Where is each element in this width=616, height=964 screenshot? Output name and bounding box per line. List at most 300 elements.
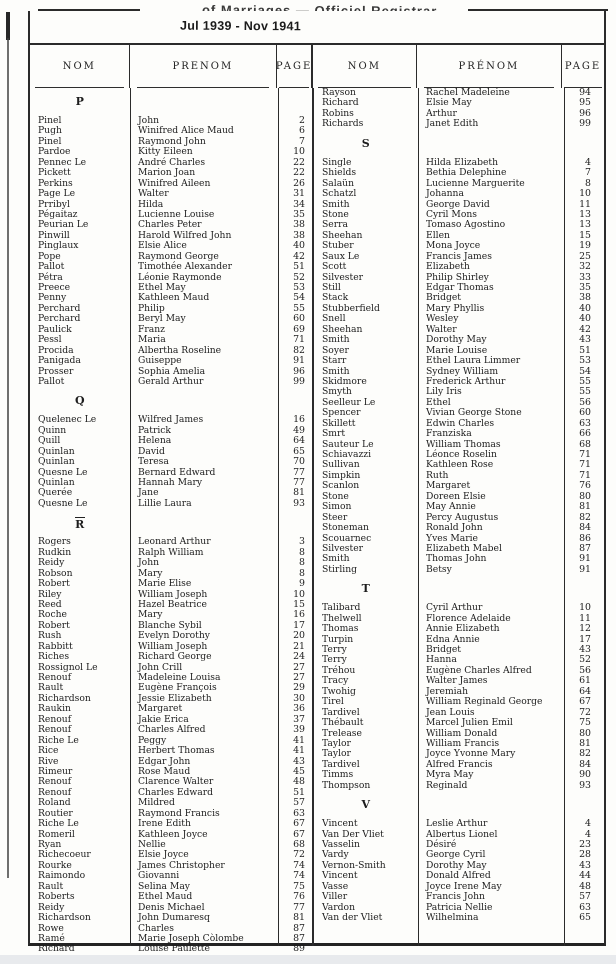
- page-cell: 96: [579, 107, 591, 119]
- surname-cell: Smrt: [322, 428, 346, 440]
- register-row: [30, 600, 312, 610]
- firstname-cell: Patricia Nellie: [426, 901, 493, 913]
- firstname-cell: Eugène Charles Alfred: [426, 664, 532, 676]
- surname-cell: Rayson: [322, 87, 356, 98]
- surname-cell: Roland: [38, 797, 71, 809]
- firstname-cell: Myra May: [426, 769, 474, 781]
- firstname-cell: Kathleen Maud: [138, 292, 210, 304]
- surname-cell: Riches: [38, 651, 70, 663]
- surname-cell: Steer: [322, 511, 348, 523]
- section-letter-cell: [30, 509, 130, 537]
- page-cell: 48: [293, 776, 305, 788]
- empty-cell: [564, 130, 606, 158]
- firstname-cell: Dorothy May: [426, 859, 487, 871]
- surname-cell: Reidy: [38, 557, 65, 569]
- surname-cell: Rowe: [38, 922, 64, 934]
- surname-cell: Terry: [322, 654, 347, 666]
- firstname-cell: Albertha Roseline: [138, 344, 222, 356]
- surname-cell: Stubberfield: [322, 302, 380, 314]
- surname-cell: Panigada: [38, 355, 81, 367]
- firstname-cell: William Joseph: [138, 588, 208, 600]
- firstname-cell: Bridget: [426, 644, 461, 655]
- page-cell: 10: [293, 588, 305, 600]
- firstname-cell: Joyce Irene May: [426, 880, 502, 892]
- page-cell: 63: [579, 901, 591, 913]
- page-cell: 93: [293, 497, 305, 509]
- surname-cell: Riche Le: [38, 734, 79, 746]
- empty-cell: [564, 575, 606, 603]
- firstname-cell: Charles Alfred: [138, 724, 206, 736]
- page-cell: 94: [579, 87, 591, 98]
- firstname-cell: Tomaso Agostino: [426, 219, 506, 231]
- firstname-cell: Franz: [138, 323, 166, 335]
- register-row: [30, 746, 312, 756]
- page-cell: 70: [293, 456, 305, 468]
- page-cell: 42: [579, 323, 591, 335]
- surname-cell: Skidmore: [322, 375, 367, 387]
- firstname-cell: Jane: [138, 487, 159, 499]
- firstname-cell: Annie Elizabeth: [426, 623, 500, 635]
- firstname-cell: Wesley: [426, 313, 459, 325]
- empty-cell: [278, 88, 312, 116]
- page-cell: 2: [299, 115, 305, 126]
- firstname-cell: Patrick: [138, 424, 171, 436]
- surname-cell: Thompson: [322, 779, 371, 791]
- firstname-cell: Mary Phyllis: [426, 302, 485, 314]
- surname-cell: Stoneman: [322, 522, 369, 534]
- firstname-cell: Betsy: [426, 563, 452, 575]
- firstname-cell: Francis John: [426, 891, 485, 903]
- firstname-cell: Frederick Arthur: [426, 375, 506, 387]
- surname-cell: Richardson: [38, 692, 91, 704]
- surname-cell: Vincent: [322, 818, 358, 830]
- surname-cell: Renouf: [38, 713, 72, 725]
- surname-cell: Quesne Le: [38, 497, 88, 509]
- page-cell: 71: [293, 334, 305, 346]
- register-row: [30, 189, 312, 199]
- page-cell: 77: [293, 477, 305, 488]
- page-cell: 39: [293, 724, 305, 736]
- surname-cell: Renouf: [38, 672, 72, 683]
- page-cell: 10: [579, 602, 591, 614]
- firstname-cell: John Crill: [138, 661, 183, 673]
- page-cell: 8: [299, 546, 305, 558]
- firstname-cell: Marion Joan: [138, 167, 196, 179]
- empty-cell: [130, 88, 278, 116]
- page-cell: 38: [579, 292, 591, 304]
- section-letter: P: [75, 94, 85, 108]
- surname-cell: Paulick: [38, 323, 72, 335]
- surname-cell: Simpkin: [322, 469, 361, 481]
- surname-cell: Quelenec Le: [38, 414, 97, 426]
- firstname-cell: Richard George: [138, 651, 212, 663]
- firstname-cell: Kathleen Joyce: [138, 828, 208, 840]
- page-cell: 3: [299, 536, 305, 548]
- surname-cell: Reidy: [38, 901, 65, 913]
- surname-cell: Seelleur Le: [322, 396, 376, 408]
- empty-cell: [278, 509, 312, 537]
- surname-cell: Sheehan: [322, 229, 363, 241]
- page-cell: 48: [579, 880, 591, 892]
- firstname-cell: Selina May: [138, 880, 190, 892]
- page-cell: 65: [579, 912, 591, 924]
- register-row: [30, 913, 312, 923]
- register-row: [314, 645, 606, 655]
- page-cell: 67: [293, 818, 305, 830]
- surname-cell: Perchard: [38, 302, 81, 314]
- firstname-cell: Clarence Walter: [138, 776, 214, 788]
- surname-cell: Rimeur: [38, 765, 73, 777]
- surname-cell: Reed: [38, 598, 62, 610]
- firstname-cell: Rachel Madeleine: [426, 87, 510, 98]
- surname-cell: Pessl: [38, 334, 62, 346]
- empty-cell: [278, 387, 312, 415]
- firstname-cell: Marie Joseph Còlombe: [138, 932, 244, 944]
- surname-cell: Perkins: [38, 177, 73, 189]
- register-row: [314, 429, 606, 439]
- register-row: [30, 830, 312, 840]
- section-header-S: [314, 130, 606, 158]
- firstname-cell: Charles: [138, 922, 174, 934]
- firstname-cell: Léonce Roselin: [426, 449, 497, 460]
- page-cell: 91: [293, 355, 305, 367]
- page-cell: 63: [579, 417, 591, 429]
- surname-cell: Saux Le: [322, 250, 360, 262]
- page-cell: 99: [579, 118, 591, 130]
- page-cell: 16: [293, 609, 305, 621]
- firstname-cell: Jean Louis: [426, 706, 475, 718]
- firstname-cell: Elsie Alice: [138, 240, 187, 252]
- register-row: [30, 262, 312, 272]
- surname-cell: Routier: [38, 807, 73, 819]
- register-row: [314, 189, 606, 199]
- surname-cell: Rive: [38, 755, 59, 767]
- page-cell: 53: [579, 355, 591, 367]
- page-cell: 71: [579, 469, 591, 481]
- firstname-cell: Albertus Lionel: [426, 828, 498, 840]
- firstname-cell: Gerald Arthur: [138, 375, 204, 387]
- surname-cell: Tirel: [322, 696, 344, 708]
- header-page-right: PAGE: [562, 45, 604, 88]
- page-cell: 22: [293, 156, 305, 168]
- page-cell: 87: [293, 922, 305, 934]
- surname-cell: Quesne Le: [38, 466, 88, 478]
- firstname-cell: Louise Paulette: [138, 943, 210, 955]
- header-prenom-left: PRENOM: [130, 45, 277, 88]
- surname-cell: Pinwill: [38, 229, 70, 241]
- page-cell: 61: [579, 675, 591, 687]
- surname-cell: Robson: [38, 567, 73, 579]
- page-cell: 72: [579, 706, 591, 718]
- surname-cell: Stone: [322, 490, 349, 502]
- surname-cell: Quinlan: [38, 477, 75, 488]
- surname-cell: Vincent: [322, 870, 358, 882]
- surname-cell: Rush: [38, 630, 62, 642]
- page-cell: 26: [293, 177, 305, 189]
- firstname-cell: Mary: [138, 567, 163, 579]
- surname-cell: Raimondo: [38, 870, 86, 882]
- firstname-cell: Herbert Thomas: [138, 745, 215, 757]
- surname-cell: Smith: [322, 334, 350, 346]
- page-cell: 36: [293, 703, 305, 715]
- firstname-cell: Ethel: [426, 396, 451, 408]
- surname-cell: Perchard: [38, 313, 81, 325]
- firstname-cell: William Thomas: [426, 438, 501, 450]
- surname-cell: Sauteur Le: [322, 438, 374, 450]
- register-row: [30, 325, 312, 335]
- scan-bottom-edge: [0, 955, 616, 964]
- surname-cell: Spencer: [322, 407, 361, 419]
- surname-cell: Rault: [38, 880, 64, 892]
- firstname-cell: John: [138, 115, 160, 126]
- firstname-cell: John: [138, 557, 160, 569]
- page-cell: 7: [585, 167, 591, 179]
- surname-cell: Thébault: [322, 717, 364, 729]
- register-row: [314, 98, 606, 108]
- page-cell: 90: [579, 769, 591, 781]
- register-row: [314, 304, 606, 314]
- firstname-cell: Edgar John: [138, 755, 191, 767]
- header-prenom-right: PRÉNOM: [417, 45, 562, 88]
- firstname-cell: Nellie: [138, 839, 166, 850]
- surname-cell: Pennec Le: [38, 156, 87, 168]
- firstname-cell: Marcel Julien Emil: [426, 717, 513, 729]
- surname-cell: Pope: [38, 250, 61, 262]
- register-row: [30, 499, 312, 509]
- firstname-cell: Jessie Elizabeth: [138, 692, 212, 704]
- page-cell: 74: [293, 859, 305, 871]
- page-cell: 28: [579, 849, 591, 861]
- surname-cell: Rossignol Le: [38, 661, 98, 673]
- firstname-cell: Evelyn Dorothy: [138, 630, 210, 642]
- page-cell: 84: [579, 522, 591, 534]
- register-row: [30, 314, 312, 324]
- surname-cell: Single: [322, 156, 352, 168]
- firstname-cell: Ralph William: [138, 546, 204, 558]
- surname-cell: Serra: [322, 219, 348, 231]
- column-divider: [564, 88, 565, 946]
- page-cell: 81: [579, 737, 591, 749]
- section-letter: R: [75, 517, 85, 531]
- page-cell: 55: [579, 386, 591, 398]
- page-cell: 42: [293, 250, 305, 262]
- firstname-cell: Eugène François: [138, 682, 217, 694]
- surname-cell: Schiavazzi: [322, 449, 372, 460]
- page-cell: 27: [293, 661, 305, 673]
- firstname-cell: Vivian George Stone: [426, 407, 522, 419]
- section-letter: S: [361, 136, 371, 150]
- section-letter: T: [361, 582, 371, 595]
- firstname-cell: Maria: [138, 334, 166, 346]
- firstname-cell: Sophia Amelia: [138, 365, 206, 377]
- page-cell: 56: [579, 664, 591, 676]
- empty-cell: [418, 791, 564, 819]
- surname-cell: Pinglaux: [38, 240, 79, 252]
- page-cell: 60: [293, 313, 305, 325]
- firstname-cell: Elizabeth Mabel: [426, 542, 502, 554]
- firstname-cell: Jeremiah: [426, 685, 468, 697]
- firstname-cell: Hilda Elizabeth: [426, 156, 498, 168]
- firstname-cell: Leonard Arthur: [138, 536, 211, 548]
- firstname-cell: Teresa: [138, 456, 169, 468]
- page-cell: 64: [579, 685, 591, 697]
- register-row: [314, 262, 606, 272]
- surname-cell: Romeril: [38, 828, 75, 840]
- firstname-cell: Joyce Yvonne Mary: [426, 748, 516, 760]
- page-cell: 15: [579, 229, 591, 241]
- surname-cell: Renouf: [38, 786, 72, 798]
- firstname-cell: Arthur: [426, 107, 457, 119]
- page-cell: 33: [579, 271, 591, 283]
- firstname-cell: Blanche Sybil: [138, 619, 202, 631]
- register-row: [30, 457, 312, 467]
- firstname-cell: Philip: [138, 302, 165, 314]
- register-row: [314, 565, 606, 575]
- firstname-cell: Winifred Alice Maud: [138, 125, 234, 137]
- page-cell: 91: [579, 563, 591, 575]
- firstname-cell: William Francis: [426, 737, 500, 749]
- page-cell: 43: [579, 334, 591, 346]
- firstname-cell: James Christopher: [138, 859, 225, 871]
- firstname-cell: André Charles: [138, 156, 206, 168]
- surname-cell: Pugh: [38, 125, 62, 137]
- page-cell: 93: [579, 779, 591, 791]
- section-letter-cell: [30, 387, 130, 415]
- firstname-cell: Désiré: [426, 839, 457, 850]
- page-cell: 35: [293, 208, 305, 220]
- surname-cell: Ramé: [38, 932, 65, 944]
- firstname-cell: May Annie: [426, 501, 476, 513]
- page-cell: 27: [293, 672, 305, 683]
- firstname-cell: William Reginald George: [426, 696, 543, 708]
- page-cell: 82: [579, 748, 591, 760]
- surname-cell: Quinlan: [38, 445, 75, 457]
- surname-cell: Snell: [322, 313, 346, 325]
- surname-cell: Rabbitt: [38, 640, 73, 652]
- section-header-Q: [30, 387, 312, 415]
- firstname-cell: Raymond Francis: [138, 807, 220, 819]
- page-cell: 22: [293, 167, 305, 179]
- surname-cell: Scouarnec: [322, 532, 372, 544]
- page-cell: 12: [579, 623, 591, 635]
- page-cell: 43: [579, 859, 591, 871]
- page-cell: 4: [585, 156, 591, 168]
- surname-cell: Richard: [322, 97, 359, 109]
- firstname-cell: Walter: [426, 323, 457, 335]
- page-cell: 72: [293, 849, 305, 861]
- page-cell: 76: [293, 891, 305, 903]
- firstname-cell: Margaret: [138, 703, 183, 715]
- surname-cell: Renouf: [38, 776, 72, 788]
- page-cell: 81: [293, 487, 305, 499]
- empty-cell: [418, 575, 564, 603]
- firstname-cell: Margaret: [426, 480, 471, 492]
- firstname-cell: David: [138, 445, 165, 457]
- firstname-cell: Edgar Thomas: [426, 282, 494, 293]
- firstname-cell: Yves Marie: [426, 532, 478, 544]
- surname-cell: Pallot: [38, 261, 65, 273]
- register-row: [30, 819, 312, 829]
- page-cell: 8: [299, 557, 305, 569]
- surname-cell: Rault: [38, 682, 64, 694]
- surname-cell: Scanlon: [322, 480, 360, 492]
- page-cell: 10: [293, 146, 305, 158]
- page-cell: 68: [293, 839, 305, 850]
- surname-cell: Rice: [38, 745, 59, 757]
- firstname-cell: Edwin Charles: [426, 417, 495, 429]
- register-row: [314, 624, 606, 634]
- firstname-cell: Ronald John: [426, 522, 483, 534]
- page-cell: 11: [579, 612, 591, 624]
- surname-cell: Rudkin: [38, 546, 72, 558]
- page-cell: 19: [579, 240, 591, 252]
- firstname-cell: Irene Edith: [138, 818, 191, 830]
- page-cell: 75: [579, 717, 591, 729]
- surname-cell: Vernon-Smith: [322, 859, 386, 871]
- surname-cell: Querée: [38, 487, 73, 499]
- surname-cell: Thomas: [322, 623, 359, 635]
- page-cell: 82: [579, 511, 591, 523]
- surname-cell: Stirling: [322, 563, 357, 575]
- surname-cell: Stuber: [322, 240, 354, 252]
- firstname-cell: Mary: [138, 609, 163, 621]
- firstname-cell: Charles Edward: [138, 786, 214, 798]
- surname-cell: Silvester: [322, 542, 364, 554]
- surname-cell: Page Le: [38, 188, 76, 200]
- firstname-cell: Leslie Arthur: [426, 818, 488, 830]
- scan-edge-mark: [6, 12, 10, 40]
- section-header-R: [30, 509, 312, 537]
- surname-cell: Smith: [322, 553, 350, 565]
- surname-cell: Quill: [38, 435, 61, 447]
- firstname-cell: Winifred Aileen: [138, 177, 211, 189]
- surname-cell: Soyer: [322, 344, 349, 356]
- page-cell: 32: [579, 261, 591, 273]
- firstname-cell: Bethia Delephine: [426, 167, 507, 179]
- page-cell: 52: [293, 271, 305, 283]
- page-cell: 54: [293, 292, 305, 304]
- page-cell: 45: [293, 765, 305, 777]
- firstname-cell: Walter James: [426, 675, 488, 687]
- page-cell: 43: [579, 644, 591, 655]
- page-cell: 49: [293, 424, 305, 436]
- page-cell: 29: [293, 682, 305, 694]
- firstname-cell: Doreen Elsie: [426, 490, 486, 502]
- right-column-group: [314, 88, 606, 946]
- firstname-cell: Denis Michael: [138, 901, 205, 913]
- surname-cell: Quinlan: [38, 456, 75, 468]
- surname-cell: Sullivan: [322, 459, 360, 471]
- empty-cell: [130, 387, 278, 415]
- page-cell: 7: [299, 135, 305, 147]
- page-cell: 17: [579, 633, 591, 645]
- section-letter-cell: [314, 791, 418, 819]
- firstname-cell: Kitty Eileen: [138, 146, 193, 158]
- header-page-left: PAGE: [277, 45, 311, 88]
- firstname-cell: Alfred Francis: [426, 758, 493, 770]
- surname-cell: Skillett: [322, 417, 356, 429]
- surname-cell: Vardy: [322, 849, 349, 861]
- firstname-cell: Timothée Alexander: [138, 261, 233, 273]
- register-row: [314, 119, 606, 129]
- surname-cell: Tardivel: [322, 758, 360, 770]
- surname-cell: Raukin: [38, 703, 71, 715]
- page-cell: 15: [293, 598, 305, 610]
- surname-cell: Vasse: [322, 880, 349, 892]
- firstname-cell: Madeleine Louisa: [138, 672, 221, 683]
- page-cell: 24: [293, 651, 305, 663]
- page-cell: 80: [579, 727, 591, 739]
